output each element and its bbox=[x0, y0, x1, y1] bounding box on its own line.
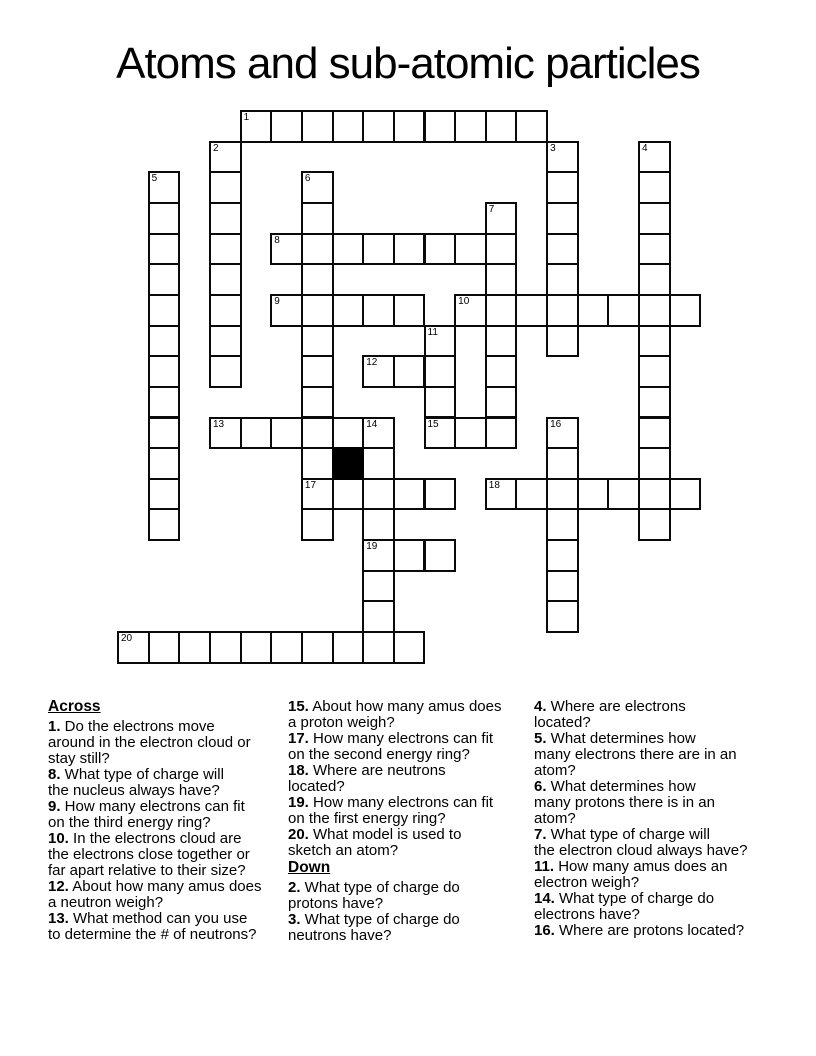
grid-cell-r0-c4[interactable] bbox=[240, 110, 273, 143]
grid-cell-r6-c9[interactable] bbox=[393, 294, 426, 327]
clue-number: 3. bbox=[288, 911, 301, 928]
grid-cell-r6-c1[interactable] bbox=[148, 294, 181, 327]
grid-cell-r12-c9[interactable] bbox=[393, 478, 426, 511]
grid-cell-r3-c1[interactable] bbox=[148, 202, 181, 235]
grid-cell-r6-c17[interactable] bbox=[638, 294, 671, 327]
cell-number: 7 bbox=[488, 203, 495, 215]
grid-cell-r12-c13[interactable] bbox=[515, 478, 548, 511]
clue-down-7: 7. What type of charge will the electron cloud always have? bbox=[534, 826, 748, 859]
grid-cell-r4-c5[interactable] bbox=[270, 233, 303, 266]
clue-number: 19. bbox=[288, 794, 309, 811]
clue-number: 13. bbox=[48, 910, 69, 927]
cell-number: 9 bbox=[274, 295, 280, 307]
grid-cell-r4-c6[interactable] bbox=[301, 233, 334, 266]
grid-cell-r6-c6[interactable] bbox=[301, 294, 334, 327]
grid-cell-r8-c3[interactable] bbox=[209, 355, 242, 388]
grid-cell-r17-c3[interactable] bbox=[209, 631, 242, 664]
grid-cell-r17-c6[interactable] bbox=[301, 631, 334, 664]
clue-across-1: 1. Do the electrons move around in the electron cloud or stay still? bbox=[48, 718, 251, 767]
grid-cell-r2-c17[interactable] bbox=[638, 171, 671, 204]
clue-across-17: 17. How many electrons can fit on the second energy ring? bbox=[288, 730, 494, 763]
grid-cell-r17-c8[interactable] bbox=[362, 631, 395, 664]
cell-number: 16 bbox=[550, 418, 562, 430]
cell-number: 6 bbox=[304, 173, 311, 185]
cell-number: 12 bbox=[366, 357, 378, 369]
grid-cell-r10-c10[interactable] bbox=[424, 417, 457, 450]
clue-number: 1. bbox=[48, 718, 61, 735]
grid-cell-r17-c1[interactable] bbox=[148, 631, 181, 664]
grid-cell-r7-c6[interactable] bbox=[301, 325, 334, 358]
grid-cell-r10-c5[interactable] bbox=[270, 417, 303, 450]
grid-cell-r6-c16[interactable] bbox=[607, 294, 640, 327]
cell-number: 13 bbox=[212, 418, 225, 430]
grid-cell-r9-c6[interactable] bbox=[301, 386, 334, 419]
grid-cell-r3-c3[interactable] bbox=[209, 202, 242, 235]
clues-section bbox=[48, 699, 770, 944]
grid-cell-r6-c5[interactable] bbox=[270, 294, 303, 327]
grid-cell-r10-c3[interactable] bbox=[209, 417, 242, 450]
clue-number: 7. bbox=[534, 826, 547, 843]
clue-number: 6. bbox=[534, 778, 547, 795]
grid-cell-r4-c11[interactable] bbox=[454, 233, 487, 266]
grid-cell-r5-c3[interactable] bbox=[209, 263, 242, 296]
grid-cell-r14-c10[interactable] bbox=[424, 539, 457, 572]
grid-cell-r2-c6[interactable] bbox=[301, 171, 334, 204]
clue-number: 17. bbox=[288, 730, 309, 747]
grid-cell-r7-c14[interactable] bbox=[546, 325, 579, 358]
grid-cell-r6-c7[interactable] bbox=[332, 294, 365, 327]
clue-down-5: 5. What determines how many electrons there are in an atom? bbox=[534, 730, 737, 779]
grid-cell-r6-c11[interactable] bbox=[454, 294, 487, 327]
grid-cell-r3-c17[interactable] bbox=[638, 202, 671, 235]
grid-cell-r0-c6[interactable] bbox=[301, 110, 334, 143]
grid-cell-r4-c10[interactable] bbox=[424, 233, 457, 266]
grid-cell-r9-c1[interactable] bbox=[148, 386, 181, 419]
grid-cell-r12-c14[interactable] bbox=[546, 478, 579, 511]
grid-cell-r10-c14[interactable] bbox=[546, 417, 579, 450]
grid-cell-r12-c1[interactable] bbox=[148, 478, 181, 511]
grid-cell-r7-c12[interactable] bbox=[485, 325, 518, 358]
grid-cell-r8-c9[interactable] bbox=[393, 355, 426, 388]
cell-number: 20 bbox=[121, 633, 133, 645]
clue-across-13: 13. What method can you use to determine the # of neutrons? bbox=[48, 910, 257, 943]
clue-across-12: 12. About how many amus does a neutron weigh? bbox=[48, 878, 262, 911]
cell-number: 2 bbox=[212, 142, 219, 154]
grid-cell-r4-c3[interactable] bbox=[209, 233, 242, 266]
clue-across-15: 15. About how many amus does a proton weigh? bbox=[288, 698, 502, 731]
grid-cell-r1-c14[interactable] bbox=[546, 141, 579, 174]
grid-cell-r0-c5[interactable] bbox=[270, 110, 303, 143]
cell-number: 17 bbox=[304, 479, 317, 491]
grid-cell-r7-c1[interactable] bbox=[148, 325, 181, 358]
grid-cell-r13-c6[interactable] bbox=[301, 508, 334, 541]
cell-number: 5 bbox=[151, 173, 158, 185]
clue-number: 10. bbox=[48, 830, 69, 847]
grid-cell-r17-c2[interactable] bbox=[178, 631, 211, 664]
black-cell-r11-c7 bbox=[332, 447, 365, 480]
grid-cell-r0-c7[interactable] bbox=[332, 110, 365, 143]
grid-cell-r7-c10[interactable] bbox=[424, 325, 457, 358]
clue-down-4: 4. Where are electrons located? bbox=[534, 698, 686, 731]
grid-cell-r4-c17[interactable] bbox=[638, 233, 671, 266]
grid-cell-r12-c8[interactable] bbox=[362, 478, 395, 511]
grid-cell-r10-c17[interactable] bbox=[638, 417, 671, 450]
grid-cell-r5-c6[interactable] bbox=[301, 263, 334, 296]
grid-cell-r0-c12[interactable] bbox=[485, 110, 518, 143]
grid-cell-r12-c7[interactable] bbox=[332, 478, 365, 511]
cell-number: 4 bbox=[642, 142, 648, 154]
grid-cell-r12-c15[interactable] bbox=[577, 478, 610, 511]
clue-number: 2. bbox=[288, 879, 301, 896]
clue-number: 14. bbox=[534, 890, 555, 907]
grid-cell-r7-c17[interactable] bbox=[638, 325, 671, 358]
grid-cell-r8-c10[interactable] bbox=[424, 355, 457, 388]
grid-cell-r4-c9[interactable] bbox=[393, 233, 426, 266]
grid-cell-r2-c14[interactable] bbox=[546, 171, 579, 204]
grid-cell-r7-c3[interactable] bbox=[209, 325, 242, 358]
clue-number: 18. bbox=[288, 762, 309, 779]
grid-cell-r13-c8[interactable] bbox=[362, 508, 395, 541]
grid-cell-r8-c12[interactable] bbox=[485, 355, 518, 388]
grid-cell-r11-c14[interactable] bbox=[546, 447, 579, 480]
clue-number: 11. bbox=[534, 858, 555, 875]
grid-cell-r14-c14[interactable] bbox=[546, 539, 579, 572]
grid-cell-r0-c11[interactable] bbox=[454, 110, 487, 143]
grid-cell-r5-c14[interactable] bbox=[546, 263, 579, 296]
grid-cell-r8-c6[interactable] bbox=[301, 355, 334, 388]
down-clues-header: Down bbox=[288, 859, 331, 876]
clue-down-14: 14. What type of charge do electrons have? bbox=[534, 890, 715, 923]
grid-cell-r6-c14[interactable] bbox=[546, 294, 579, 327]
clue-across-18: 18. Where are neutrons located? bbox=[288, 762, 446, 795]
clue-column-3 bbox=[534, 699, 766, 944]
page-title: Atoms and sub-atomic particles bbox=[116, 39, 700, 88]
grid-cell-r10-c12[interactable] bbox=[485, 417, 518, 450]
grid-cell-r12-c12[interactable] bbox=[485, 478, 518, 511]
grid-cell-r17-c7[interactable] bbox=[332, 631, 365, 664]
grid-cell-r2-c1[interactable] bbox=[148, 171, 181, 204]
clue-number: 20. bbox=[288, 826, 309, 843]
grid-cell-r14-c9[interactable] bbox=[393, 539, 426, 572]
cell-number: 14 bbox=[366, 418, 378, 430]
grid-cell-r8-c17[interactable] bbox=[638, 355, 671, 388]
cell-number: 3 bbox=[550, 142, 556, 154]
grid-cell-r9-c12[interactable] bbox=[485, 386, 518, 419]
grid-cell-r17-c9[interactable] bbox=[393, 631, 426, 664]
grid-cell-r10-c6[interactable] bbox=[301, 417, 334, 450]
grid-cell-r17-c0[interactable] bbox=[117, 631, 150, 664]
grid-cell-r0-c10[interactable] bbox=[424, 110, 457, 143]
grid-cell-r16-c14[interactable] bbox=[546, 600, 579, 633]
grid-cell-r14-c8[interactable] bbox=[362, 539, 395, 572]
grid-cell-r0-c13[interactable] bbox=[515, 110, 548, 143]
grid-cell-r9-c10[interactable] bbox=[424, 386, 457, 419]
grid-cell-r6-c12[interactable] bbox=[485, 294, 518, 327]
grid-cell-r4-c7[interactable] bbox=[332, 233, 365, 266]
clue-column-2 bbox=[288, 699, 534, 944]
clue-down-3: 3. What type of charge do neutrons have? bbox=[288, 911, 460, 944]
grid-cell-r3-c12[interactable] bbox=[485, 202, 518, 235]
clue-across-19: 19. How many electrons can fit on the first energy ring? bbox=[288, 794, 494, 827]
clue-column-1 bbox=[48, 699, 288, 944]
grid-cell-r6-c13[interactable] bbox=[515, 294, 548, 327]
clue-number: 8. bbox=[48, 766, 61, 783]
grid-cell-r10-c4[interactable] bbox=[240, 417, 273, 450]
clue-down-11: 11. How many amus does an electron weigh? bbox=[534, 858, 728, 891]
grid-cell-r12-c16[interactable] bbox=[607, 478, 640, 511]
grid-cell-r11-c17[interactable] bbox=[638, 447, 671, 480]
clue-across-8: 8. What type of charge will the nucleus always have? bbox=[48, 766, 224, 799]
grid-cell-r3-c6[interactable] bbox=[301, 202, 334, 235]
cell-number: 19 bbox=[366, 541, 378, 553]
clue-number: 12. bbox=[48, 878, 69, 895]
clue-number: 5. bbox=[534, 730, 547, 747]
grid-cell-r13-c14[interactable] bbox=[546, 508, 579, 541]
clue-number: 16. bbox=[534, 922, 555, 939]
grid-cell-r11-c1[interactable] bbox=[148, 447, 181, 480]
grid-cell-r8-c8[interactable] bbox=[362, 355, 395, 388]
grid-cell-r6-c3[interactable] bbox=[209, 294, 242, 327]
grid-cell-r12-c10[interactable] bbox=[424, 478, 457, 511]
clue-number: 4. bbox=[534, 698, 547, 715]
clue-across-10: 10. In the electrons cloud are the electrons close together or far apart relative to their size? bbox=[48, 830, 250, 879]
grid-cell-r15-c8[interactable] bbox=[362, 570, 395, 603]
cell-number: 11 bbox=[427, 326, 438, 338]
grid-cell-r9-c17[interactable] bbox=[638, 386, 671, 419]
cell-number: 10 bbox=[458, 295, 470, 307]
cell-number: 15 bbox=[427, 418, 439, 430]
grid-cell-r11-c6[interactable] bbox=[301, 447, 334, 480]
grid-cell-r3-c14[interactable] bbox=[546, 202, 579, 235]
grid-cell-r0-c9[interactable] bbox=[393, 110, 426, 143]
grid-cell-r8-c1[interactable] bbox=[148, 355, 181, 388]
clue-number: 9. bbox=[48, 798, 61, 815]
grid-cell-r2-c3[interactable] bbox=[209, 171, 242, 204]
grid-cell-r12-c18[interactable] bbox=[669, 478, 702, 511]
grid-cell-r10-c8[interactable] bbox=[362, 417, 395, 450]
grid-cell-r5-c12[interactable] bbox=[485, 263, 518, 296]
grid-cell-r12-c6[interactable] bbox=[301, 478, 334, 511]
clue-down-2: 2. What type of charge do protons have? bbox=[288, 879, 460, 912]
grid-cell-r5-c17[interactable] bbox=[638, 263, 671, 296]
grid-cell-r10-c1[interactable] bbox=[148, 417, 181, 450]
grid-cell-r1-c17[interactable] bbox=[638, 141, 671, 174]
grid-cell-r4-c8[interactable] bbox=[362, 233, 395, 266]
grid-cell-r17-c4[interactable] bbox=[240, 631, 273, 664]
across-clues-header: Across bbox=[48, 698, 101, 715]
grid-cell-r11-c8[interactable] bbox=[362, 447, 395, 480]
grid-cell-r13-c17[interactable] bbox=[638, 508, 671, 541]
grid-cell-r17-c5[interactable] bbox=[270, 631, 303, 664]
grid-cell-r6-c18[interactable] bbox=[669, 294, 702, 327]
clue-across-9: 9. How many electrons can fit on the third energy ring? bbox=[48, 798, 245, 831]
clue-across-20: 20. What model is used to sketch an atom? bbox=[288, 826, 462, 859]
grid-cell-r6-c8[interactable] bbox=[362, 294, 395, 327]
grid-cell-r12-c17[interactable] bbox=[638, 478, 671, 511]
grid-cell-r1-c3[interactable] bbox=[209, 141, 242, 174]
grid-cell-r16-c8[interactable] bbox=[362, 600, 395, 633]
grid-cell-r15-c14[interactable] bbox=[546, 570, 579, 603]
grid-cell-r10-c7[interactable] bbox=[332, 417, 365, 450]
cell-number: 1 bbox=[243, 112, 250, 123]
clue-number: 15. bbox=[288, 698, 309, 715]
grid-cell-r4-c14[interactable] bbox=[546, 233, 579, 266]
grid-cell-r4-c1[interactable] bbox=[148, 233, 181, 266]
crossword-grid bbox=[117, 110, 702, 665]
clue-down-16: 16. Where are protons located? bbox=[534, 922, 745, 939]
grid-cell-r6-c15[interactable] bbox=[577, 294, 610, 327]
grid-cell-r4-c12[interactable] bbox=[485, 233, 518, 266]
grid-cell-r0-c8[interactable] bbox=[362, 110, 395, 143]
cell-number: 8 bbox=[274, 234, 280, 246]
grid-cell-r13-c1[interactable] bbox=[148, 508, 181, 541]
cell-number: 18 bbox=[488, 479, 500, 491]
clue-down-6: 6. What determines how many protons there is in an atom? bbox=[534, 778, 715, 827]
grid-cell-r10-c11[interactable] bbox=[454, 417, 487, 450]
grid-cell-r5-c1[interactable] bbox=[148, 263, 181, 296]
